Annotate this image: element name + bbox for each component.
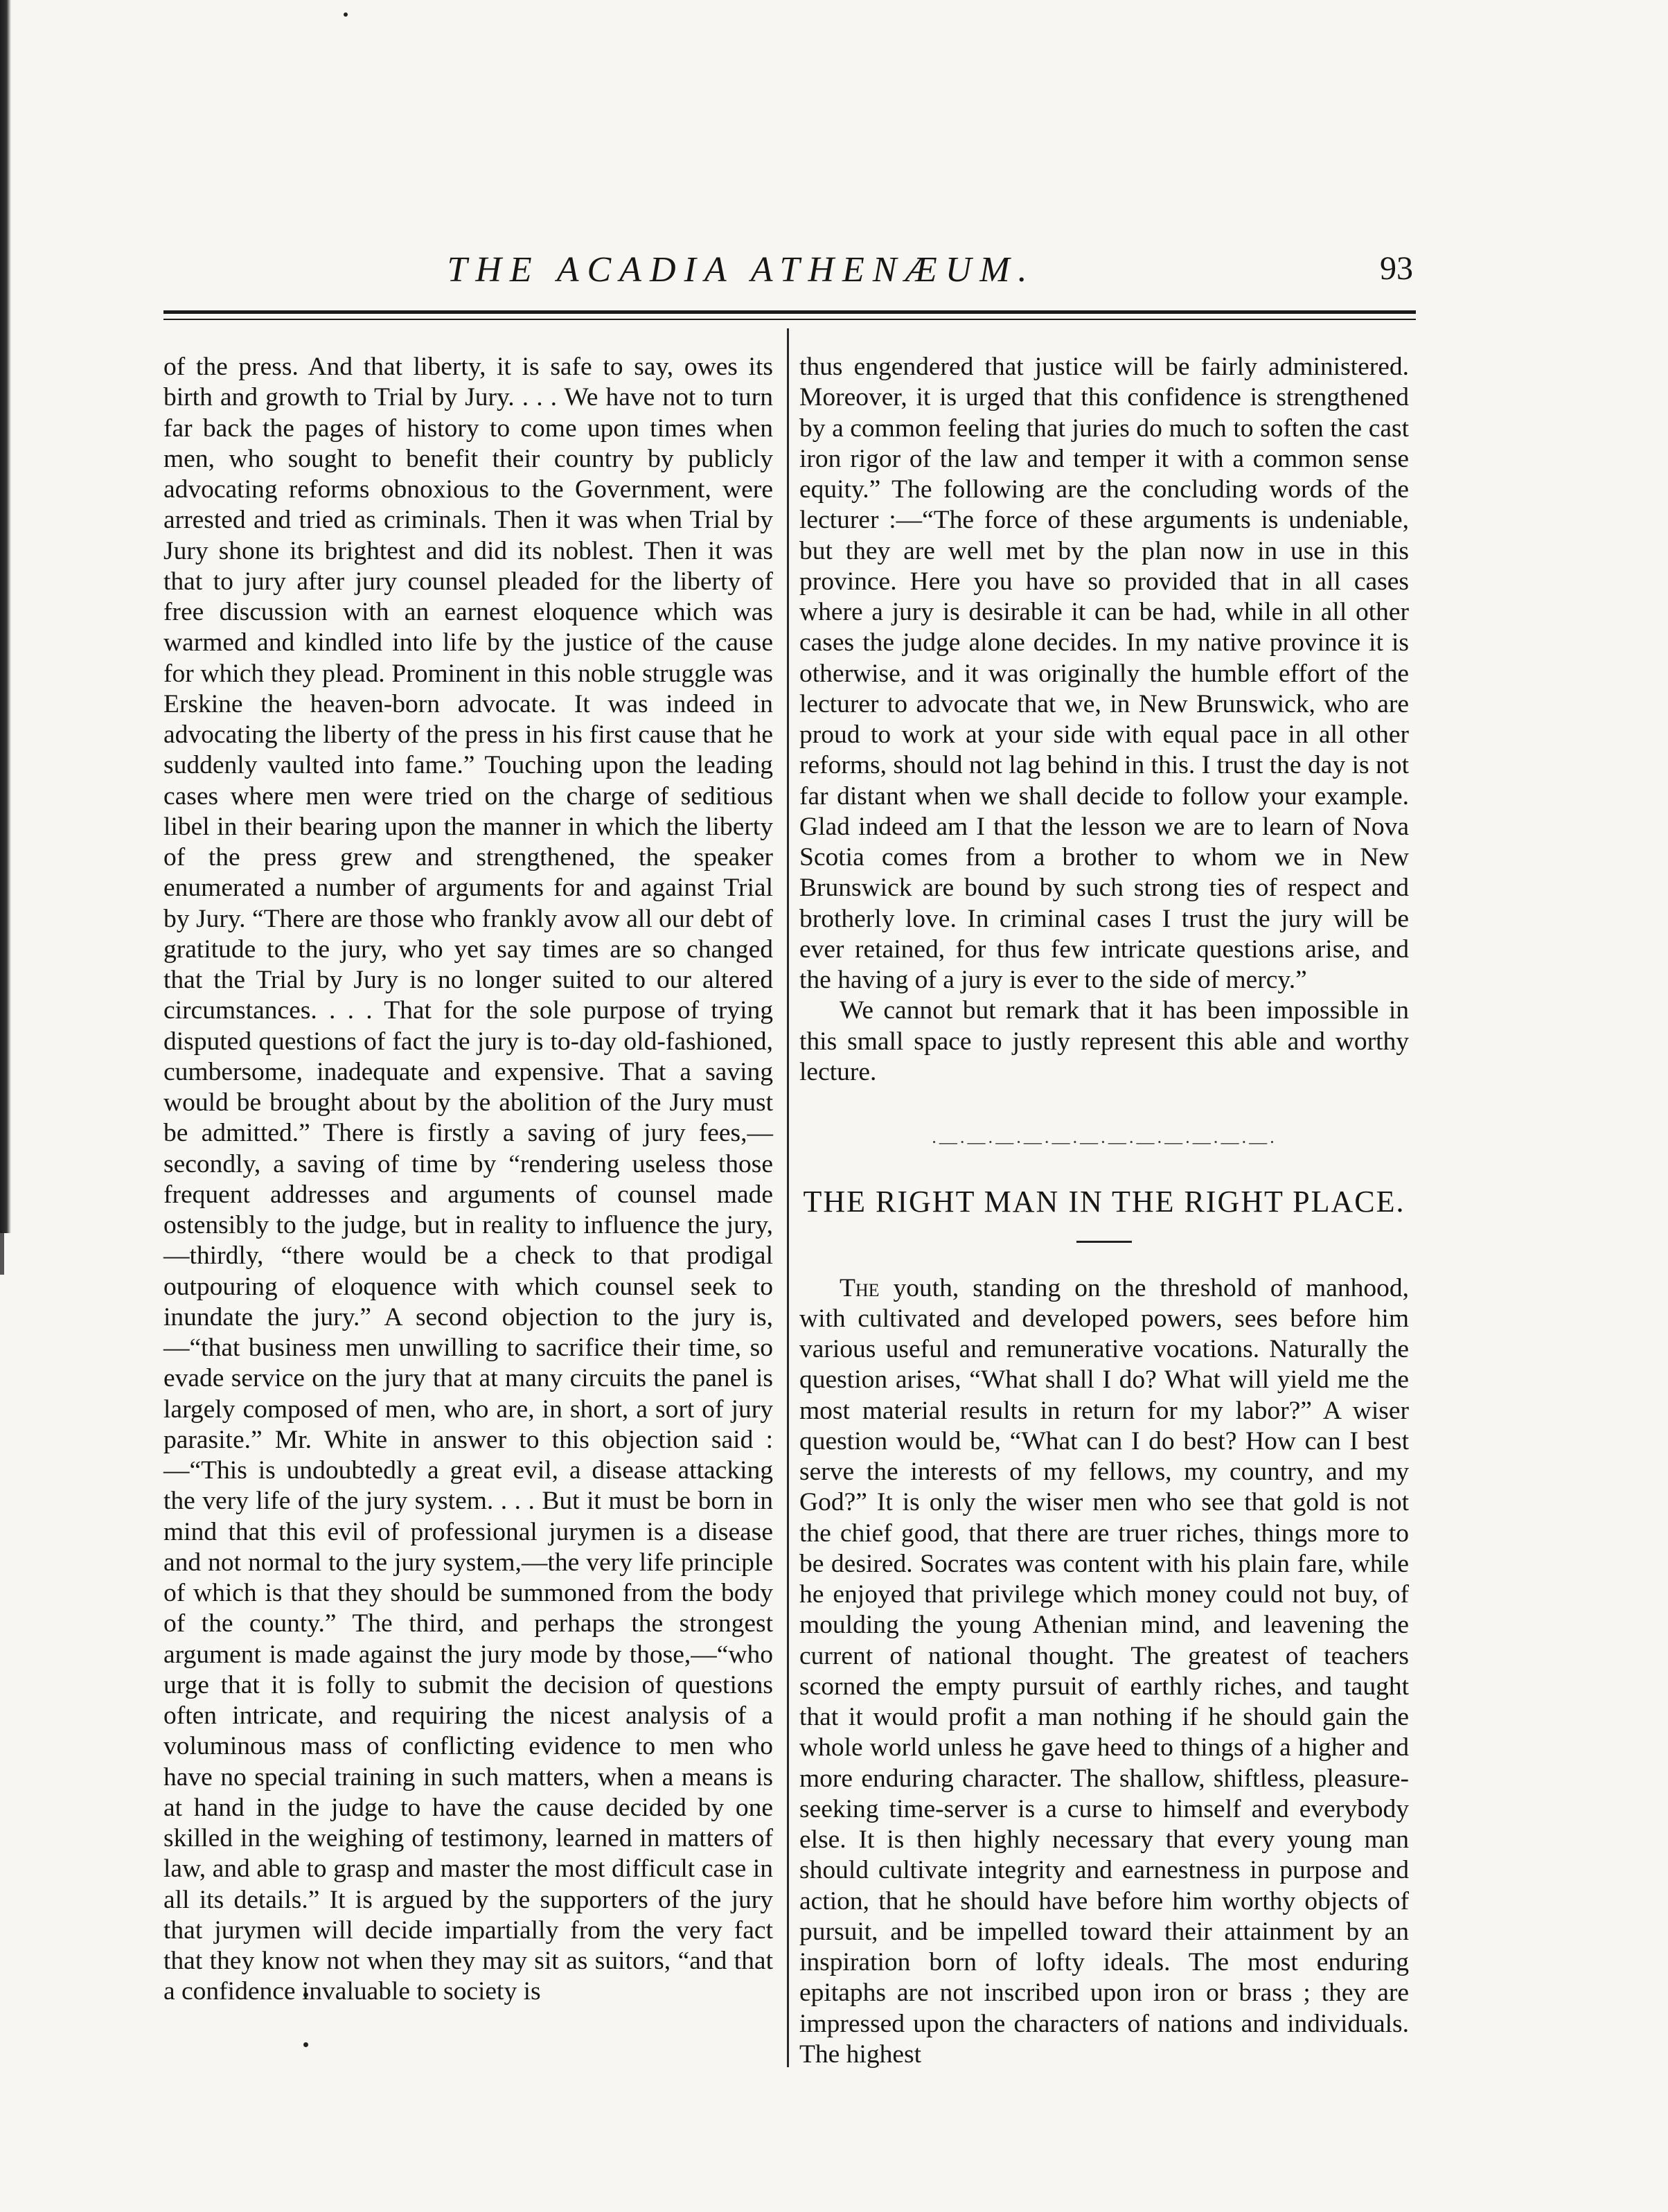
section-paragraph-text: youth, standing on the threshold of manhood, with cultivated and developed powers, sees before him various useful and remunerative vocations. Naturally the question arises, “What shall I do? What will yield me the most material results in return for my labor?” A wiser question would be, “What can I do best? How can I best serve the interests of my fellows, my country, and my God?” It is only the wiser men who see that gold is not the chief good, that there are truer riches, things more to be desired. Socrates was content with his plain fare, while he enjoyed that privilege which money could not buy, of moulding the young Athenian mind, and leavening the current of national thought. The greatest of teachers scorned the empty pursuit of earthly riches, and taught that it would profit a man nothing if he should gain the whole world unless he gave heed to things of a higher and more enduring character. The shallow, shiftless, pleasure-seeking time-server is a curse to himself and everybody else. It is then highly necessary that every young man should cultivate integrity and earnestness in purpose and action, that he should have before him worthy objects of pursuit, and be impelled toward their attainment by an inspiration born of lofty ideals. The most enduring epitaphs are not inscribed upon iron or brass ; they are impressed upon the characters of nations and individuals. The highest: [799, 1273, 1409, 2069]
right-column: [799, 352, 1409, 2070]
left-column: [163, 352, 773, 2008]
speck-top: [344, 12, 348, 17]
header-rule-thin: [163, 319, 1416, 320]
section-title-rule: [1076, 1241, 1132, 1243]
section-title: THE RIGHT MAN IN THE RIGHT PLACE.: [803, 1184, 1405, 1219]
left-column-paragraph: of the press. And that liberty, it is safe to say, owes its birth and growth to Trial by Jury. . . . We have not to turn far back the pages of history to come upon times when men, who sought to benefit their country by publicly advocating reforms obnoxious to the Government, were arrested and tried as criminals. Then it was when Trial by Jury shone its brightest and did its noblest. Then it was that to jury after jury counsel pleaded for the liberty of free discussion with an earnest eloquence which was warmed and kindled into life by the justice of the cause for which they plead. Prominent in this noble struggle was Erskine the heaven-born advocate. It was indeed in advocating the liberty of the press in his first cause that he suddenly vaulted into fame.” Touching upon the leading cases where men were tried on the charge of seditious libel in their bearing upon the manner in which the liberty of the press grew and strengthened, the speaker enumerated a number of arguments for and against Trial by Jury. “There are those who frankly avow all our debt of gratitude to the jury, who yet say times are so changed that the Trial by Jury is no longer suited to our altered circumstances. . . . That for the sole purpose of trying disputed questions of fact the jury is to-day old-fashioned, cumbersome, inadequate and expensive. That a saving would be brought about by the abolition of the Jury must be admitted.” There is firstly a saving of jury fees,—secondly, a saving of time by “rendering useless those frequent addresses and arguments of counsel made ostensibly to the judge, but in reality to influence the jury,—thirdly, “there would be a check to that prodigal outpouring of eloquence with which counsel seek to inundate the jury.” A second objection to the jury is,—“that business men unwilling to sacrifice their time, so evade service on the jury that at many circuits the panel is largely composed of men, who are, in short, a sort of jury parasite.” Mr. White in answer to this objection said :—“This is undoubtedly a great evil, a disease attacking the very life of the jury system. . . . But it must be born in mind that this evil of professional jurymen is a disease and not normal to the jury system,—the very life principle of which is that they should be summoned from the body of the county.” The third, and perhaps the strongest argument is made against the jury mode by those,—“who urge that it is folly to submit the decision of questions often intricate, and requiring the nicest analysis of a voluminous mass of conflicting evidence to men who have no special training in such matters, when a means is at hand in the judge to have the cause decided by one skilled in the weighing of testimony, learned in matters of law, and able to grasp and master the most difficult case in all its details.” It is argued by the supporters of the jury that jurymen will decide impartially from the very fact that they know not when they may sit as suitors, “and that a confidence invaluable to society is: [163, 353, 773, 2006]
running-title: THE ACADIA ATHENÆUM.: [447, 250, 1036, 290]
section-paragraph: [799, 1273, 1409, 2071]
page-number: 93: [1380, 250, 1413, 287]
section-ornament-divider: ·—·—·—·—·—·—·—·—·—·—·—·—·: [931, 1132, 1277, 1152]
right-column-paragraph-2: We cannot but remark that it has been impossible in this small space to justly represent this able and worthy lecture.: [799, 996, 1409, 1086]
speck-bottom-2: [303, 2042, 308, 2047]
scan-edge-shadow: [0, 0, 11, 1233]
header-rule-thick: [163, 310, 1416, 314]
scan-edge-shadow-lower: [0, 1233, 4, 1275]
section-opening-word: The: [840, 1273, 880, 1302]
column-divider: [787, 328, 789, 2067]
right-column-paragraph-1: thus engendered that justice will be fairly administered. Moreover, it is urged that this confidence is strengthened by a common feeling that juries do much to soften the cast iron rigor of the law and temper it with a common sense equity.” The following are the concluding words of the lecturer :—“The force of these arguments is undeniable, but they are well met by the plan now in use in this province. Here you have so provided that in all cases where a jury is desirable it can be had, while in all other cases the judge alone decides. In my native province it is otherwise, and it was originally the humble effort of the lecturer to advocate that we, in New Brunswick, who are proud to work at your side with equal pace in all other reforms, should not lag behind in this. I trust the day is not far distant when we shall decide to follow your example. Glad indeed am I that the lesson we are to learn of Nova Scotia comes from a brother to whom we in New Brunswick are bound by such strong ties of respect and brotherly love. In criminal cases I trust the jury will be ever retained, for thus few intricate questions arise, and the having of a jury is ever to the side of mercy.”: [799, 353, 1409, 994]
